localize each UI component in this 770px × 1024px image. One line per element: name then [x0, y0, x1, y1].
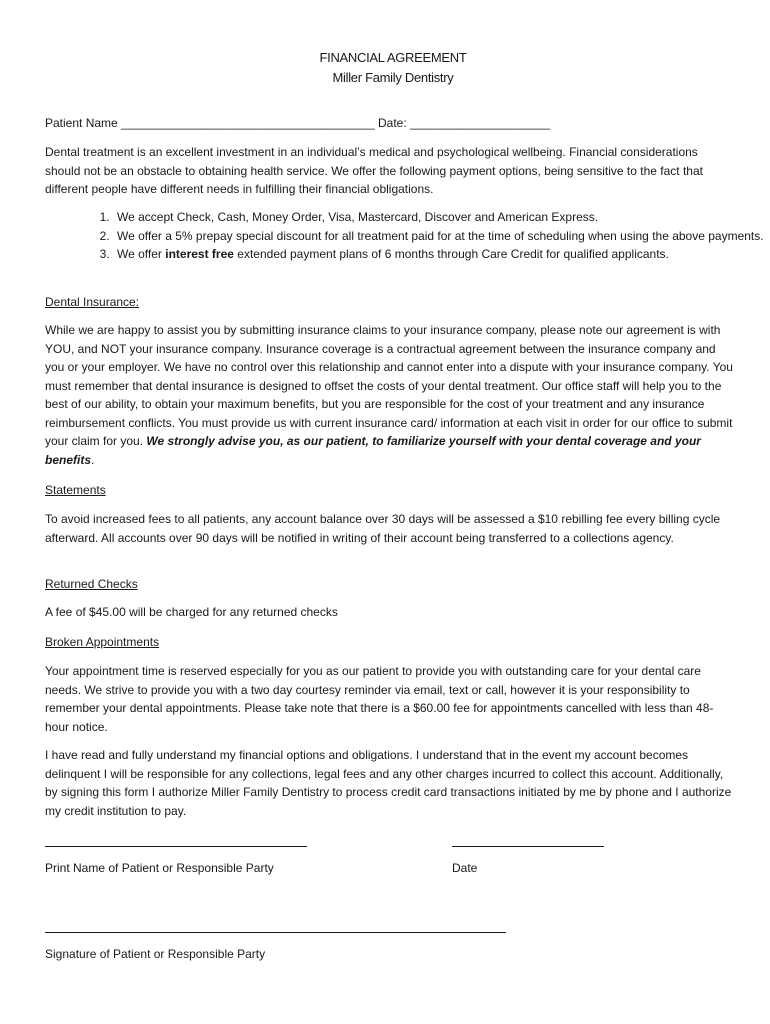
payment-option: 1. We accept Check, Cash, Money Order, Visa, Mastercard, Discover and American Express. [113, 208, 770, 227]
payment-option: 2. We offer a 5% prepay special discount for all treatment paid for at the time of scheduling when using the above payments. [113, 227, 770, 246]
print-name-signature-line[interactable] [45, 846, 307, 847]
patient-line [45, 114, 550, 133]
acknowledgement-paragraph: I have read and fully understand my financial options and obligations. I understand that in the event my account becomes delinquent I will be responsible for any collections, legal fees and any other charges incurred to collect this account. Additionally, by signing this form I authorize Miller Family Dentistry to process credit card transactions initiated by me by phone and I authorize my credit institution to pay. [45, 748, 732, 818]
returned-checks-paragraph: A fee of $45.00 will be charged for any returned checks [45, 605, 338, 619]
broken-appointments-paragraph: Your appointment time is reserved especially for you as our patient to provide you with outstanding care for your dental care needs. We strive to provide you with a two day courtesy reminder via email, text or call, however it is your responsibility to remember your dental appointments. Please take note that there is a $60.00 fee for appointments cancelled with less than 48-hour notice. [45, 664, 714, 734]
interest-free-emphasis: interest free [165, 247, 234, 261]
intro-paragraph: Dental treatment is an excellent investment in an individual’s medical and psychological wellbeing. Financial considerations should not be an obstacle to obtaining health service. We offer the following payment options, being sensitive to the fact that different people have different needs in fulfilling their financial obligations. [45, 145, 703, 196]
practice-name: Miller Family Dentistry [332, 70, 454, 85]
statements-paragraph: To avoid increased fees to all patients, any account balance over 30 days will be assessed a $10 rebilling fee every billing cycle afterward. All accounts over 90 days will be notified in writing of their account being transferred to a collections agency. [45, 512, 721, 545]
patient-name-field[interactable]: ______________________________________ [121, 116, 375, 130]
date-field[interactable]: _____________________ [410, 116, 551, 130]
date-signature-line[interactable] [452, 846, 604, 847]
insurance-advice-emphasis: We strongly advise you, as our patient, to familiarize yourself with your dental coverage and your benefits [45, 434, 701, 467]
payment-options-list [45, 208, 770, 264]
signature-label: Signature of Patient or Responsible Party [45, 947, 266, 961]
returned-checks-heading: Returned Checks [45, 577, 138, 591]
dental-insurance-paragraph: While we are happy to assist you by submitting insurance claims to your insurance company, please note our agreement is with YOU, and NOT your insurance company. Insurance coverage is a contractual agreement between the insurance company and you or your employer. We have no control over this relationship and cannot enter into a dispute with your insurance company. You must remember that dental insurance is designed to offset the costs of your dental treatment. Our office staff will help you to the best of our ability, to obtain your maximum benefits, but you are responsible for the cost of your treatment and any insurance reimbursement conflicts. You must provide us with current insurance card/ information at each visit in order for our office to submit your claim for you. We strongly advise you, as our patient, to familiarize yourself with your dental coverage and your benefits. [45, 323, 733, 467]
patient-name-label: Patient Name [45, 116, 118, 130]
broken-appointments-heading: Broken Appointments [45, 635, 160, 649]
signature-date-label: Date [452, 861, 478, 875]
dental-insurance-heading: Dental Insurance: [45, 295, 140, 309]
payment-option: 3. We offer interest free extended payment plans of 6 months through Care Credit for qualified applicants. [113, 245, 770, 264]
document-title: FINANCIAL AGREEMENT [319, 50, 467, 65]
print-name-label: Print Name of Patient or Responsible Party [45, 861, 274, 875]
signature-line[interactable] [45, 932, 506, 933]
date-label: Date: [378, 116, 407, 130]
document-header [0, 48, 770, 88]
statements-heading: Statements [45, 483, 106, 497]
